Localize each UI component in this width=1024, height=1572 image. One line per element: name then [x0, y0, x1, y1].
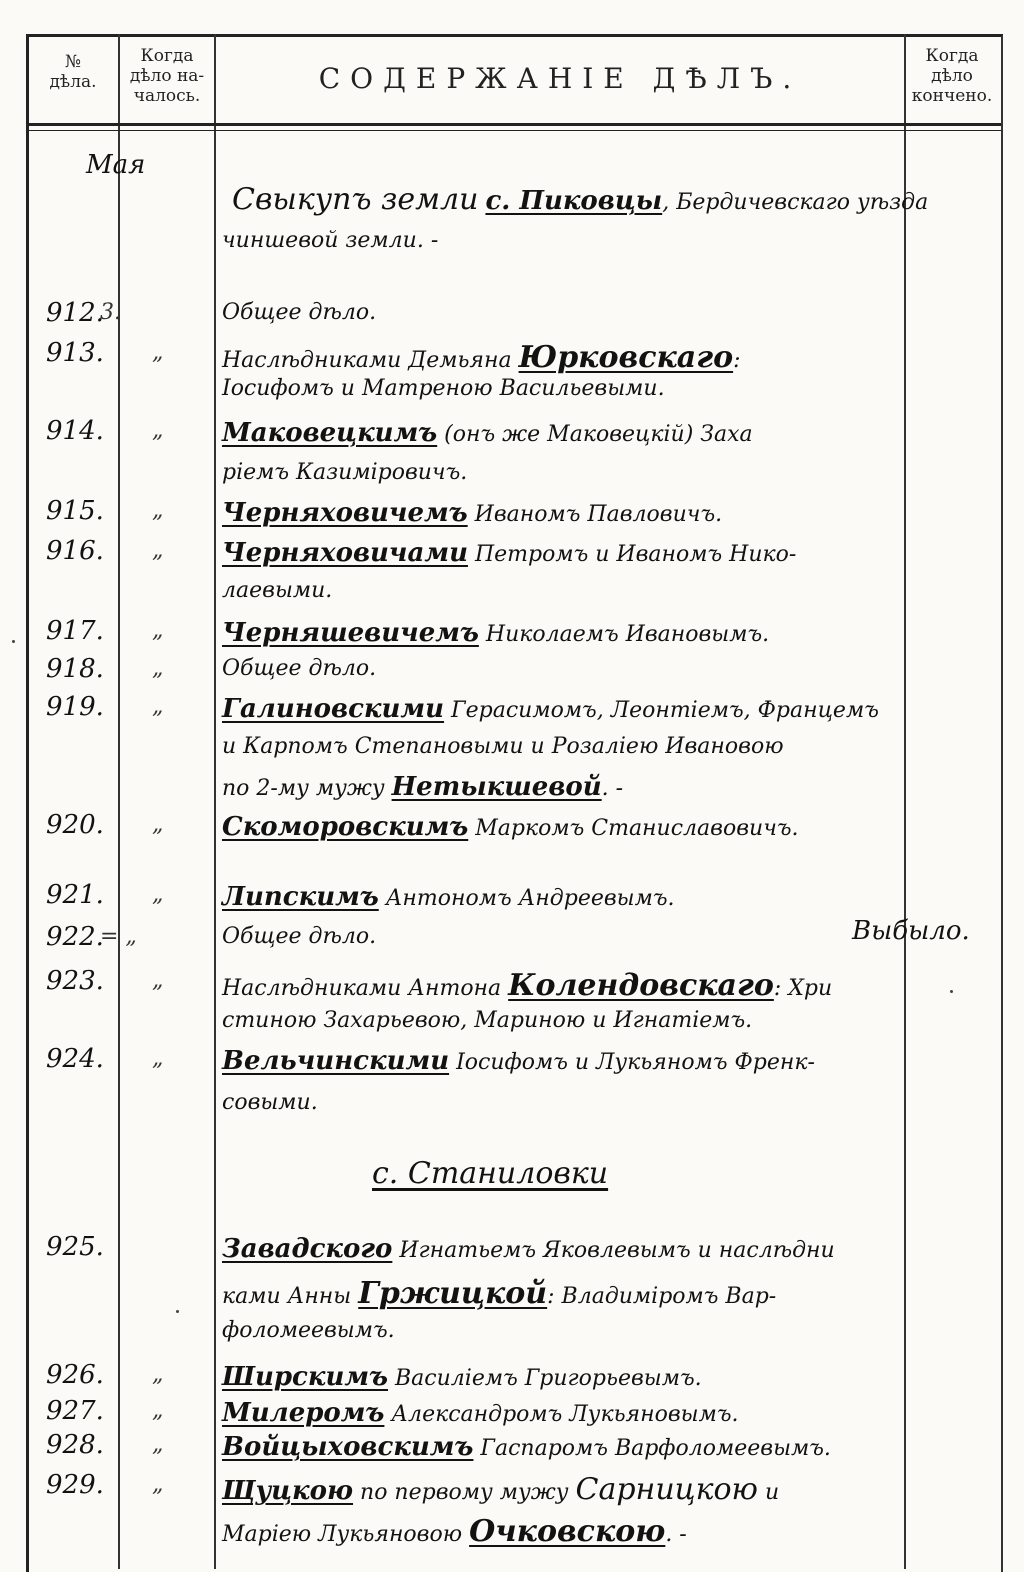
surname-underlined: Вельчинскими — [222, 1046, 450, 1076]
header-number-line1: № — [64, 52, 82, 72]
entry-number: 925. — [46, 1232, 104, 1262]
heading-uezd: , Бердичевскаго уѣзда — [662, 190, 929, 215]
entry-text: по первому мужу — [353, 1480, 576, 1505]
entry-text: фоломеевымъ. — [222, 1318, 395, 1343]
entry-line — [222, 694, 879, 724]
scan-dot — [12, 640, 15, 643]
surname-underlined: Гржицкой — [358, 1276, 548, 1311]
entry-number: 918. — [46, 654, 104, 684]
entry-text: и — [757, 1480, 780, 1505]
entry-text: Наслѣдниками Демьяна — [222, 348, 519, 373]
entry-text: Игнатьемъ Яковлевымъ и наслѣдни — [392, 1238, 835, 1263]
table-frame — [26, 34, 1003, 1572]
village-name: с. Пиковцы — [485, 186, 663, 216]
column-divider — [904, 34, 906, 1569]
entry-line — [222, 578, 332, 603]
surname-underlined: Очковскою — [469, 1514, 666, 1549]
heading-text: Свыкупъ земли — [232, 182, 479, 217]
entry-number: 920. — [46, 810, 104, 840]
header-finished-line2: дѣло — [931, 66, 973, 86]
entry-text: по 2-му мужу — [222, 776, 392, 801]
start-mark: „ — [152, 694, 164, 719]
entry-text: Общее дѣло. — [222, 924, 377, 949]
entry-text: . - — [601, 776, 624, 801]
entry-text: Наслѣдниками Антона — [222, 976, 509, 1001]
surname-underlined: Маковецкимъ — [222, 418, 438, 448]
entry-text: стиною Захарьевою, Мариною и Игнатіемъ. — [222, 1008, 753, 1033]
header-finished-line1: Когда — [925, 46, 979, 66]
header-finished-col — [906, 46, 998, 106]
entry-text: совыми. — [222, 1090, 318, 1115]
entry-line — [222, 924, 376, 949]
month-label: Мая — [86, 150, 146, 180]
entry-number: 917. — [46, 616, 104, 646]
entry-text: Петромъ и Иваномъ Нико- — [467, 542, 797, 567]
entry-line — [222, 812, 799, 842]
side-note: Выбыло. — [852, 916, 970, 946]
entry-number: 913. — [46, 338, 104, 368]
entry-number: 928. — [46, 1430, 104, 1460]
header-started-line2: дѣло на- — [129, 66, 205, 86]
entry-text: Маріею Лукьяновою — [222, 1522, 470, 1547]
page-title: СОДЕРЖАНІЕ ДѢЛЪ. — [318, 62, 802, 95]
entry-line — [222, 968, 832, 1003]
entry-text: Общее дѣло. — [222, 656, 377, 681]
column-divider — [118, 34, 120, 1569]
entry-text: ріемъ Казиміровичъ. — [222, 460, 468, 485]
start-mark: „ — [152, 1362, 164, 1387]
header-number-col — [30, 52, 116, 92]
entry-number: 929. — [46, 1470, 104, 1500]
surname-underlined: Войцыховскимъ — [222, 1432, 474, 1462]
start-mark: „ — [152, 1432, 164, 1457]
surname-underlined: Колендовскаго — [508, 968, 774, 1003]
entry-line — [222, 1046, 815, 1076]
entry-line — [222, 460, 467, 485]
entry-line — [222, 376, 665, 401]
header-rule-thin — [26, 130, 1001, 131]
surname-underlined: Юрковскаго — [518, 340, 734, 375]
header-rule — [26, 123, 1001, 126]
entry-line — [222, 772, 623, 802]
entry-text: Маркомъ Станиславовичъ. — [468, 816, 799, 841]
entry-text: Герасимомъ, Леонтіемъ, Францемъ — [444, 698, 879, 723]
entry-text: (онъ же Маковецкій) Заха — [437, 422, 753, 447]
column-divider — [214, 34, 216, 1569]
entry-text: Александромъ Лукьяновымъ. — [384, 1402, 739, 1427]
entry-line — [222, 1276, 776, 1311]
entry-number: 915. — [46, 496, 104, 526]
start-mark: = „ — [100, 924, 137, 949]
entry-number: 919. — [46, 692, 104, 722]
entry-line — [222, 340, 741, 375]
entry-line — [222, 1234, 835, 1264]
entry-line — [222, 1398, 738, 1428]
entry-text: Сарницкою — [575, 1472, 758, 1507]
surname-underlined: Липскимъ — [222, 882, 379, 912]
header-started-col — [120, 46, 214, 106]
entry-line — [222, 1318, 395, 1343]
entry-text: Общее дѣло. — [222, 300, 377, 325]
entry-text: Антономъ Андреевымъ. — [378, 886, 675, 911]
entry-text: Гаспаромъ Варфоломеевымъ. — [473, 1436, 831, 1461]
section-heading-village: с. Станиловки — [372, 1156, 609, 1191]
entry-text: Іосифомъ и Матреною Васильевыми. — [222, 376, 665, 401]
entry-number: 921. — [46, 880, 104, 910]
entry-line — [222, 498, 722, 528]
header-started-line1: Когда — [140, 46, 194, 66]
surname-underlined: Милеромъ — [222, 1398, 385, 1428]
start-mark: „ — [152, 1046, 164, 1071]
section-heading-line2: чиншевой земли. - — [222, 228, 439, 253]
surname-underlined: Галиновскими — [222, 694, 445, 724]
surname-underlined: Скоморовскимъ — [222, 812, 469, 842]
start-mark: „ — [152, 882, 164, 907]
entry-text: лаевыми. — [222, 578, 333, 603]
entry-line — [222, 1432, 831, 1462]
entry-text: Іосифомъ и Лукьяномъ Френк- — [449, 1050, 815, 1075]
entry-line — [222, 1090, 318, 1115]
start-mark: „ — [152, 498, 164, 523]
start-mark: „ — [152, 418, 164, 443]
section-heading-line1 — [232, 182, 928, 217]
surname-underlined: Черняшевичемъ — [222, 618, 479, 648]
entry-line — [222, 734, 784, 759]
entry-line — [222, 1472, 779, 1507]
entry-line — [222, 882, 674, 912]
surname-underlined: Черняховичемъ — [222, 498, 468, 528]
entry-number: 912. — [46, 298, 104, 328]
entry-line — [222, 618, 769, 648]
entry-number: 923. — [46, 966, 104, 996]
surname-underlined: Черняховичами — [222, 538, 468, 568]
entry-line — [222, 418, 753, 448]
start-mark: „ — [152, 538, 164, 563]
entry-line — [222, 656, 376, 681]
entry-text: Василіемъ Григорьевымъ. — [388, 1366, 702, 1391]
entry-text: : Владиміромъ Вар- — [547, 1284, 777, 1309]
entry-number: 914. — [46, 416, 104, 446]
entry-line — [222, 1362, 702, 1392]
start-mark: „ — [152, 1472, 164, 1497]
start-mark: 3. — [100, 300, 121, 325]
entry-line — [222, 300, 376, 325]
entry-number: 926. — [46, 1360, 104, 1390]
surname-underlined: Щуцкою — [222, 1476, 354, 1506]
entry-text: : Хри — [773, 976, 833, 1001]
surname-underlined: Нетыкшевой — [391, 772, 602, 802]
start-mark: „ — [152, 340, 164, 365]
entry-text: ками Анны — [222, 1284, 359, 1309]
surname-underlined: Завадского — [222, 1234, 393, 1264]
entry-line — [222, 538, 796, 568]
scan-dot — [950, 990, 953, 993]
entry-text: и Карпомъ Степановыми и Розаліею Ивановою — [222, 734, 784, 759]
header-number-line2: дѣла. — [49, 72, 97, 92]
entry-text: : — [733, 348, 741, 373]
entry-text: Николаемъ Ивановымъ. — [478, 622, 770, 647]
entry-text: Иваномъ Павловичъ. — [467, 502, 723, 527]
scan-dot — [176, 1310, 179, 1313]
entry-number: 924. — [46, 1044, 104, 1074]
entry-number: 916. — [46, 536, 104, 566]
header-started-line3: чалось. — [133, 86, 201, 106]
start-mark: „ — [152, 968, 164, 993]
entry-number: 927. — [46, 1396, 104, 1426]
entry-line — [222, 1514, 687, 1549]
surname-underlined: Ширскимъ — [222, 1362, 389, 1392]
entry-line — [222, 1008, 752, 1033]
start-mark: „ — [152, 618, 164, 643]
entry-text: . - — [665, 1522, 687, 1547]
header-finished-line3: кончено. — [911, 86, 993, 106]
start-mark: „ — [152, 656, 164, 681]
start-mark: „ — [152, 1398, 164, 1423]
start-mark: „ — [152, 812, 164, 837]
entry-number: 922. — [46, 922, 104, 952]
